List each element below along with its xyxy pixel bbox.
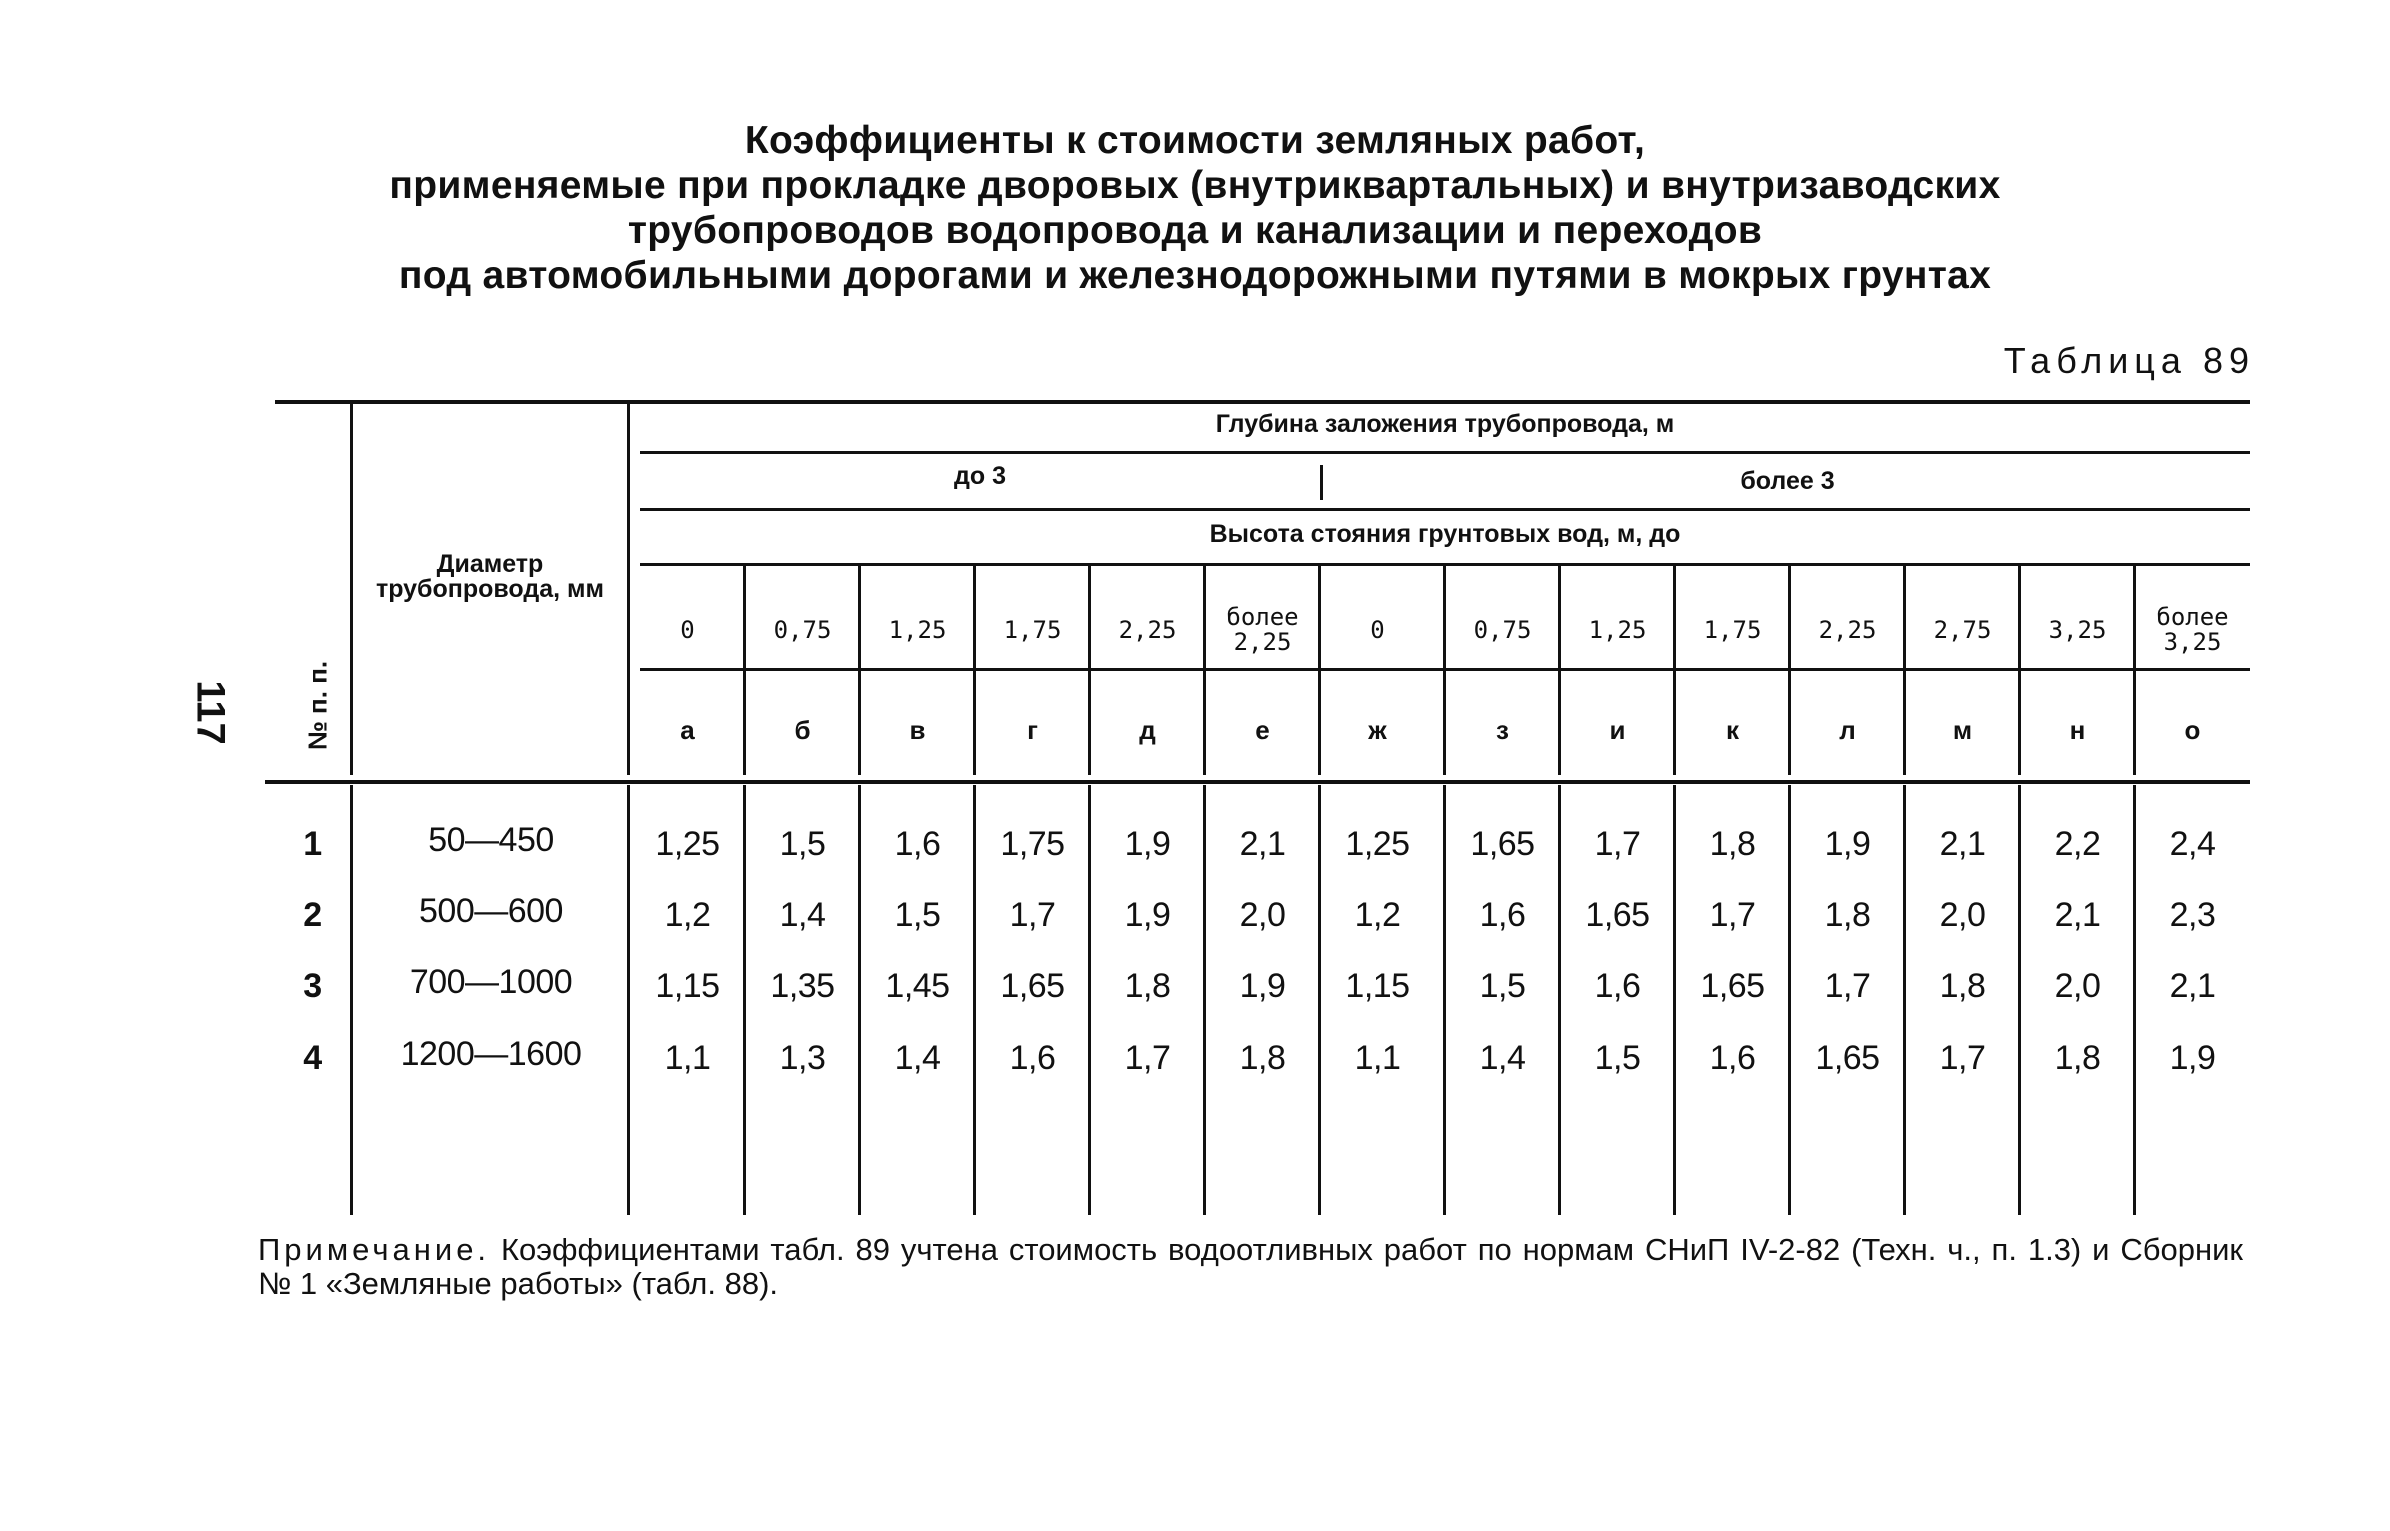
coefficient-cell: 2,0 — [1239, 895, 1286, 934]
column-letter: и — [1609, 714, 1626, 745]
coefficient-cell: 1,8 — [1239, 1038, 1286, 1077]
groundwater-level-header: 2,25 — [1818, 615, 1877, 644]
coefficient-cell: 1,4 — [894, 1038, 941, 1077]
column-letter: м — [1952, 714, 1973, 745]
title-line: применяемые при прокладке дворовых (внутриквартальных) и внутризаводских — [389, 164, 2001, 207]
row-number: 1 — [303, 824, 322, 863]
title-line: трубопроводов водопровода и канализации и переходов — [627, 209, 1763, 252]
groundwater-level-header: 2,25 — [1118, 615, 1177, 644]
coefficient-cell: 2,0 — [2054, 966, 2101, 1005]
groundwater-level-header: 0,75 — [773, 615, 832, 644]
coefficient-cell: 2,2 — [2054, 824, 2101, 863]
column-letter: л — [1839, 714, 1856, 745]
diameter-cell: 1200—1600 — [400, 1034, 582, 1073]
group-rule — [640, 508, 2250, 511]
column-divider — [350, 400, 353, 775]
coefficient-cell: 2,1 — [2169, 966, 2216, 1005]
column-letter: в — [909, 714, 926, 745]
column-divider — [350, 785, 353, 1215]
page-number: 117 — [188, 680, 233, 745]
coefficient-cell: 1,35 — [770, 966, 835, 1005]
coefficient-cell: 1,8 — [1824, 895, 1871, 934]
coefficient-cell: 1,5 — [1479, 966, 1526, 1005]
depth-group-over-3: более 3 — [1740, 467, 1835, 495]
coefficient-cell: 1,7 — [1709, 895, 1756, 934]
coefficient-cell: 1,2 — [1354, 895, 1401, 934]
coefficient-cell: 1,5 — [779, 824, 826, 863]
groundwater-level-header: более 2,25 — [1226, 603, 1299, 656]
depth-group-up-to-3: до 3 — [954, 462, 1006, 490]
groundwater-level-header: 0,75 — [1473, 615, 1532, 644]
column-letter: з — [1496, 714, 1509, 745]
coefficient-cell: 1,15 — [1345, 966, 1410, 1005]
coefficient-cell: 2,3 — [2169, 895, 2216, 934]
depth-rule — [640, 451, 2250, 454]
table-top-rule — [275, 400, 2250, 404]
coefficient-cell: 1,3 — [779, 1038, 826, 1077]
column-letter: к — [1725, 714, 1739, 745]
groundwater-level-header: 1,75 — [1003, 615, 1062, 644]
coefficient-cell: 1,65 — [1470, 824, 1535, 863]
column-letter: н — [2069, 714, 2086, 745]
row-number: 2 — [303, 895, 322, 934]
depth-header: Глубина заложения трубопровода, м — [1215, 410, 1675, 438]
groundwater-level-header: 1,75 — [1703, 615, 1762, 644]
coefficient-cell: 1,9 — [2169, 1038, 2216, 1077]
coefficient-cell: 1,9 — [1824, 824, 1871, 863]
coefficient-cell: 1,8 — [2054, 1038, 2101, 1077]
coefficient-cell: 1,5 — [1594, 1038, 1641, 1077]
coefficient-cell: 1,4 — [779, 895, 826, 934]
document-title — [0, 118, 2390, 298]
coefficient-cell: 1,45 — [885, 966, 950, 1005]
row-number: 4 — [303, 1038, 322, 1077]
note-lead: Примечание. — [258, 1232, 491, 1267]
coefficient-cell: 1,1 — [1354, 1038, 1401, 1077]
coefficient-cell: 1,9 — [1124, 895, 1171, 934]
coefficient-cell: 1,65 — [1000, 966, 1065, 1005]
coefficient-cell: 1,7 — [1824, 966, 1871, 1005]
diameter-cell: 500—600 — [419, 891, 563, 930]
groundwater-header: Высота стояния грунтовых вод, м, до — [1209, 520, 1681, 548]
coefficient-cell: 1,9 — [1124, 824, 1171, 863]
groundwater-level-header: 2,75 — [1933, 615, 1992, 644]
header-bottom-rule — [265, 780, 2250, 784]
coefficient-cell: 1,65 — [1815, 1038, 1880, 1077]
coefficient-cell: 2,1 — [1939, 824, 1986, 863]
column-letter: е — [1255, 714, 1270, 745]
coefficient-cell: 1,8 — [1124, 966, 1171, 1005]
coefficient-cell: 2,1 — [1239, 824, 1286, 863]
column-letter: ж — [1368, 714, 1387, 745]
title-line: под автомобильными дорогами и железнодорожными путями в мокрых грунтах — [398, 254, 1992, 297]
coefficient-cell: 1,4 — [1479, 1038, 1526, 1077]
coefficient-cell: 1,75 — [1000, 824, 1065, 863]
table-note — [258, 1233, 2243, 1301]
groundwater-level-header: 3,25 — [2048, 615, 2107, 644]
column-letter: б — [794, 714, 811, 745]
coefficient-cell: 1,25 — [655, 824, 720, 863]
coefficient-cell: 1,25 — [1345, 824, 1410, 863]
column-letter: д — [1139, 714, 1156, 745]
groundwater-level-header: 1,25 — [1588, 615, 1647, 644]
diameter-cell: 700—1000 — [409, 962, 573, 1001]
groundwater-level-header: 0 — [680, 615, 695, 644]
coefficient-cell: 1,65 — [1585, 895, 1650, 934]
row-number: 3 — [303, 966, 322, 1005]
coefficient-cell: 1,8 — [1939, 966, 1986, 1005]
column-letter: о — [2184, 714, 2201, 745]
groundwater-level-header: более 3,25 — [2156, 603, 2229, 656]
coefficient-cell: 2,4 — [2169, 824, 2216, 863]
coefficient-cell: 1,8 — [1709, 824, 1756, 863]
coefficient-cell: 2,1 — [2054, 895, 2101, 934]
coefficient-cell: 1,6 — [1479, 895, 1526, 934]
coefficient-cell: 1,1 — [664, 1038, 711, 1077]
coefficient-cell: 1,15 — [655, 966, 720, 1005]
note-text: Коэффициентами табл. 89 учтена стоимость водоотливных работ по нормам СНиП IV-2-82 (Техн. ч., п. 1.3) и Сборник № 1 «Земляные работы» (табл. 88). — [258, 1232, 2243, 1301]
row-number-header: № п. п. — [302, 660, 333, 751]
diameter-cell: 50—450 — [428, 820, 554, 859]
table-label: Таблица 89 — [2003, 340, 2255, 381]
coefficient-cell: 1,9 — [1239, 966, 1286, 1005]
coefficient-cell: 1,5 — [894, 895, 941, 934]
diameter-header: Диаметр трубопровода, мм — [375, 550, 605, 603]
coefficient-cell: 1,7 — [1939, 1038, 1986, 1077]
coefficient-cell: 2,0 — [1939, 895, 1986, 934]
coefficient-cell: 1,6 — [1709, 1038, 1756, 1077]
group-divider — [1320, 465, 1323, 500]
coefficient-cell: 1,7 — [1594, 824, 1641, 863]
coefficient-cell: 1,2 — [664, 895, 711, 934]
coefficient-cell: 1,7 — [1124, 1038, 1171, 1077]
groundwater-level-header: 1,25 — [888, 615, 947, 644]
coefficient-cell: 1,65 — [1700, 966, 1765, 1005]
coefficient-cell: 1,6 — [1594, 966, 1641, 1005]
coefficient-cell: 1,7 — [1009, 895, 1056, 934]
column-letter: а — [680, 714, 695, 745]
coefficient-cell: 1,6 — [894, 824, 941, 863]
column-letter: г — [1027, 714, 1038, 745]
groundwater-level-header: 0 — [1370, 615, 1385, 644]
coefficient-cell: 1,6 — [1009, 1038, 1056, 1077]
title-line: Коэффициенты к стоимости земляных работ, — [744, 119, 1646, 162]
